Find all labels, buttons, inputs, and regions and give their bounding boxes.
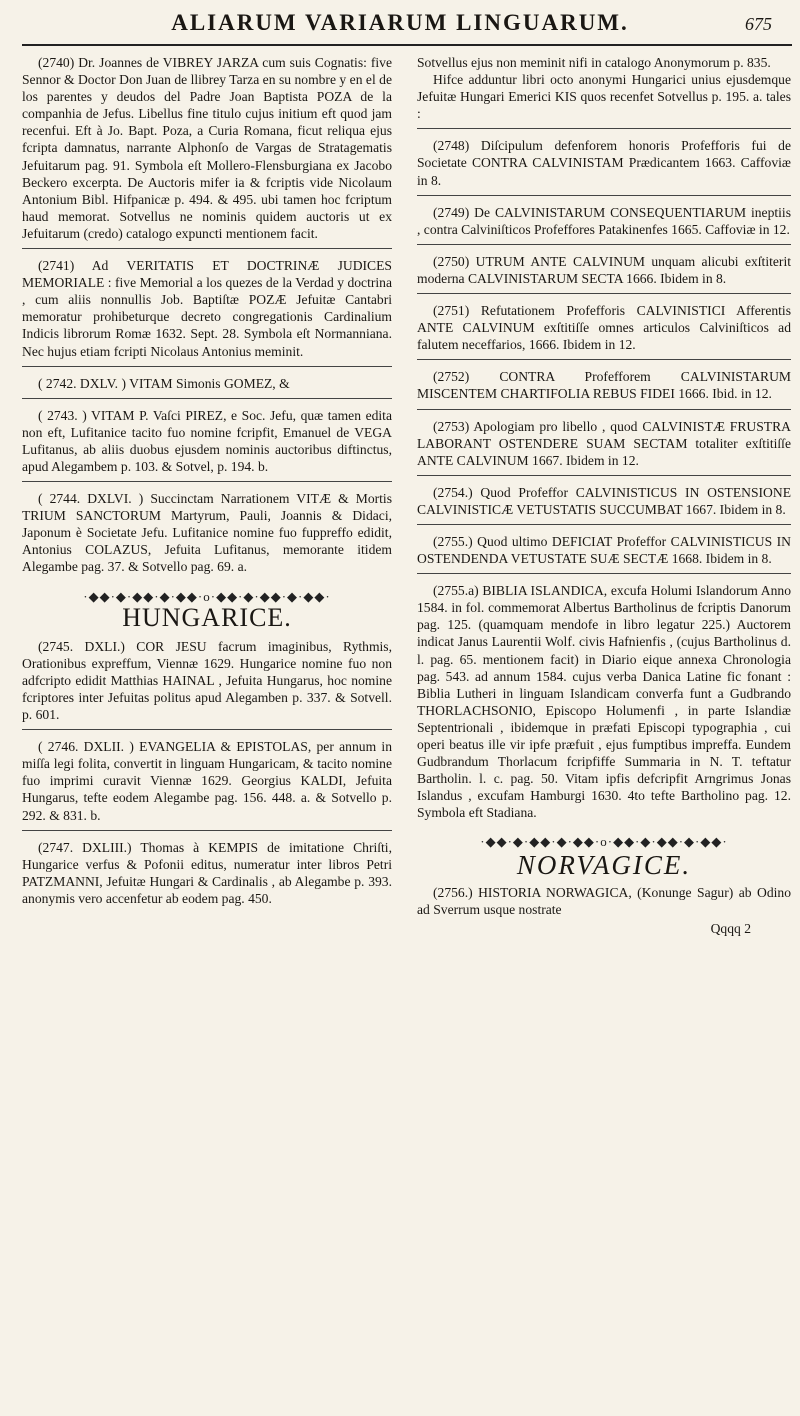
entry-separator bbox=[417, 359, 791, 360]
ornament-divider: ·◆◆·◆·◆◆·◆·◆◆·o·◆◆·◆·◆◆·◆·◆◆· bbox=[83, 588, 331, 604]
entry-2754: (2754.) Quod Profeffor CALVINISTICUS IN OSTENSIONE CALVINISTICÆ VETUSTATIS SUCCUMBAT 1667. Ibidem in 8. bbox=[417, 484, 791, 517]
right-column bbox=[417, 54, 791, 937]
entry-2751: (2751) Refutationem Profefforis CALVINISTICI Afferentis ANTE CALVINUM exſtitiſſe omnes articulos Calviniſticos ad falutem neceffarios, 1666. Ibidem in 12. bbox=[417, 303, 791, 353]
entry-2749: (2749) De CALVINISTARUM CONSEQUENTIARUM ineptiis , contra Calviniſticos Profeffores Patakinenfes 1665. Caffoviæ in 12. bbox=[417, 204, 791, 237]
entry-separator bbox=[417, 244, 791, 245]
entry-separator bbox=[22, 248, 392, 249]
entry-separator bbox=[22, 366, 392, 367]
running-title: ALIARUM VARIARUM LINGUARUM. bbox=[171, 10, 629, 35]
entry-2744: ( 2744. DXLVI. ) Succinctam Narrationem VITÆ & Mortis TRIUM SANCTORUM Martyrum, Pauli, Joannis & Didaci, Japonum è Societate Jefu. Lufitanice nomine fuo fuppreffo edidit, Antonius COLAZUS, Jefuita Lufitanus, memorante itidem Alegambe pag. 37. & Sotvello pag. 69. a. bbox=[22, 491, 392, 575]
entry-2740: (2740) Dr. Joannes de VIBREY JARZA cum suis Cognatis: five Sennor & Doctor Don Juan de llibrey Tarza en su nombre y en el de los parentes y deudos del Padre Joan Baptista POZA de la companhia de Jefus. Libellus fine titulo cujus initium eft quod jam recenfui. Eft à Jo. Bapt. Poza, a Curia Romana, ficut reliqua ejus fcripta damnatus, narrante Alphonſo de Vargas de Stratagematis Jefuitarum pag. 91. Symbola eſt Mollero-Flensburgiana ex Jacobo Beckero excerpta. De Auctoris mifer ia & fcriptis vide Nicolaum Antonium Bibl. Hifpanicæ p. 494. & 495. ubi tamen hoc fcriptum haud memorat. Sotvellus ne nominis quidem auctoris ut ex Jefuitarum (credo) catalogo expuncti mentionem facit. bbox=[22, 55, 392, 241]
entry-separator bbox=[417, 409, 791, 410]
entry-separator bbox=[417, 524, 791, 525]
entry-2741: (2741) Ad VERITATIS ET DOCTRINÆ JUDICES MEMORIALE : five Memorial a los quezes de la Verdad y doctrina , cum aliis nonnullis Job. Baptiſtæ POZÆ Jefuitæ Cantabri memoratur prohibeturque decreto congregationis Cardinalium Indicis librorum Romæ 1632. Sept. 28. Symbola eſt Normanniana. Nec hujus etiam fcripti Nicolaus Antonius meminit. bbox=[22, 258, 392, 359]
entry-2745: (2745. DXLI.) COR JESU facrum imaginibus, Rythmis, Orationibus expreffum, Viennæ 1629. Hungarice nomine fuo non adfcripto edidit Matthias HAINAL , Jefuita Hungarus, hoc nomine fcriptores inter Jefuitas politus apud Alegamben p. 337. & Sotvell. p. 601. bbox=[22, 638, 392, 723]
entry-separator bbox=[22, 729, 392, 730]
entry-2753: (2753) Apologiam pro libello , quod CALVINISTÆ FRUSTRA LABORANT OSTENDERE SUAM SECTAM totaliter exſtitiſſe ANTE CALVINUM 1667. Ibidem in 12. bbox=[417, 418, 791, 468]
ornament-divider: ·◆◆·◆·◆◆·◆·◆◆·o·◆◆·◆·◆◆·◆·◆◆· bbox=[480, 834, 728, 850]
entry-2755: (2755.) Quod ultimo DEFICIAT Profeffor CALVINISTICUS IN OSTENDENDA VETUSTATE SUÆ SECTÆ 1668. Ibidem in 8. bbox=[417, 533, 791, 567]
entry-2742: ( 2742. DXLV. ) VITAM Simonis GOMEZ, & bbox=[38, 375, 290, 391]
left-column bbox=[22, 54, 392, 907]
entry-2747: (2747. DXLIII.) Thomas à KEMPIS de imitatione Chriſti, Hungarice verfus & Pofonii editus, numeratur inter libros Petri PATZMANNI, Jefuitæ Hungari & Cardinalis , ab Alegambe p. 393. anonymis vero accenfetur ab eodem pag. 450. bbox=[22, 839, 392, 906]
entry-separator bbox=[417, 195, 791, 196]
section-heading-norvagice: NORVAGICE. bbox=[516, 849, 692, 880]
entry-2746: ( 2746. DXLII. ) EVANGELIA & EPISTOLAS, per annum in miſſa legi folita, convertit in linguam Hungaricam, & tacito nomine fuo imprimi curavit Viennæ 1629. Georgius KALDI, Jefuita Hungarus, tefte eodem Alegambe pag. 156. 448. a. & Sotvello p. 292. & 831. b. bbox=[22, 739, 392, 823]
entry-separator bbox=[417, 293, 791, 294]
entry-2750: (2750) UTRUM ANTE CALVINUM unquam alicubi exſtiterit moderna CALVINISTARUM SECTA 1666. Ibidem in 8. bbox=[417, 253, 791, 286]
header-rule bbox=[22, 44, 792, 46]
entry-2752: (2752) CONTRA Profefforem CALVINISTARUM MISCENTEM CHARTIFOLIA REBUS FIDEI 1666. Ibid. in 12. bbox=[417, 369, 791, 402]
section-heading-hungarice: HUNGARICE. bbox=[122, 602, 292, 632]
entry-2755a: (2755.a) BIBLIA ISLANDICA, excufa Holumi Islandorum Anno 1584. in fol. commemorat Albertus Bartholinus de fcriptis Danorum pag. 125. (quamquam mendofe in libro legatur 225.) Auctorem indicat Janus Laurentii Wolf. civis Hafnienfis , (cujus Bartholinus d. l. pag. 65. mentionem facit) in Diario eique annexa Chronologia pag. 543. ad annum 1584. cujus verba Danica Latine fic fonant : Biblia Lutheri in linguam Islandicam converfa funt a Gudbrando THORLACHSONIO, Episcopo Holumenfi , in parte Islandiæ Septentrionali , ibidemque in præfati Episcopi typographia , cui operi beatus ille vir ipfe præfuit , ejus fumptibus impreffa. Eundem Gudbrandum Thorlacum fcripfiffe Summaria in N. T. teftatur Bartholin. l. c. pag. 50. Vitam ipfis defcripfit Arngrimus Jonas Islandus , excufam Hamburgi 1630. 4to tefte Bartholino pag. 12. Symbola eft Stadiana. bbox=[417, 583, 791, 821]
anonymous-intro: Hifce adduntur libri octo anonymi Hungarici unius ejusdemque Jefuitæ Hungari Emerici KIS quos recenfet Sotvellus p. 195. a. tales : bbox=[417, 72, 791, 122]
entry-separator bbox=[22, 830, 392, 831]
entry-2756: (2756.) HISTORIA NORWAGICA, (Konunge Sagur) ab Odino ad Sverrum usque nostrate bbox=[417, 884, 791, 917]
entry-separator bbox=[22, 481, 392, 482]
entry-separator bbox=[417, 573, 791, 574]
entry-separator bbox=[417, 128, 791, 129]
entry-2743: ( 2743. ) VITAM P. Vaſci PIREZ, e Soc. Jefu, quæ tamen edita non eft, Lufitanice tacito fuo nomine fcripfit, Emanuel de VEGA Lufitanus, ab aliis duobus ejusdem nominis auctoribus diftinctus, apud Alegambem p. 103. & Sotvel, p. 194. b. bbox=[22, 407, 392, 474]
continued-text: Sotvellus ejus non meminit nifi in catalogo Anonymorum p. 835. bbox=[417, 55, 771, 70]
page-number: 675 bbox=[745, 14, 772, 34]
signature-mark: Qqqq 2 bbox=[710, 920, 751, 936]
entry-2748: (2748) Diſcipulum defenforem honoris Profefforis fui de Societate CONTRA CALVINISTAM Prædicantem 1663. Caffoviæ in 8. bbox=[417, 138, 791, 188]
entry-separator bbox=[417, 475, 791, 476]
entry-separator bbox=[22, 398, 392, 399]
